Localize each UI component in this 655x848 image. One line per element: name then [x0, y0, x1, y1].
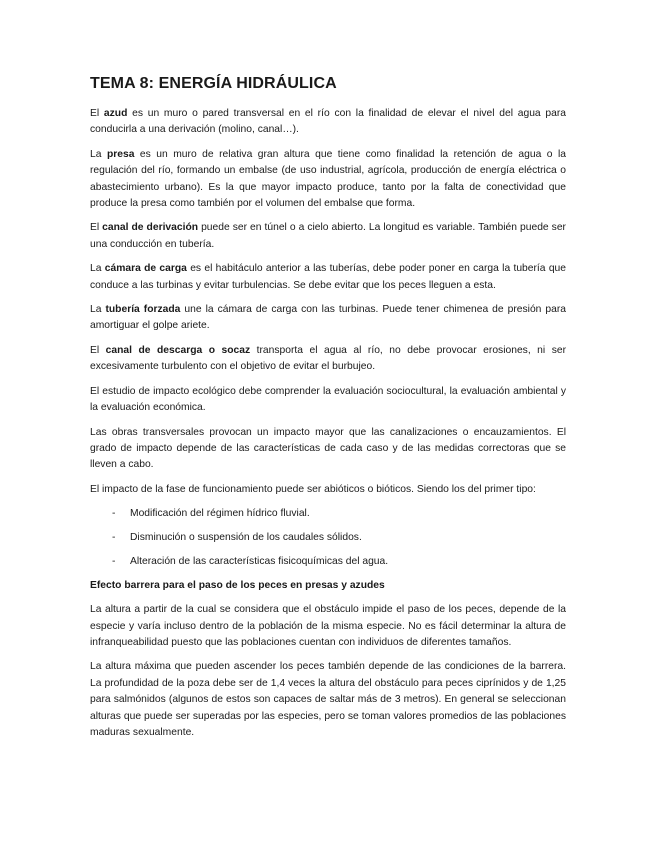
paragraph-socaz: [90, 343, 566, 376]
paragraph-fase-funcionamiento: El impacto de la fase de funcionamiento puede ser abióticos o bióticos. Siendo los del primer tipo:: [90, 483, 536, 495]
list-item-text: Modificación del régimen hídrico fluvial.: [130, 508, 310, 520]
socaz-text: transporta el agua al río, no debe provocar erosiones, ni ser excesivamente turbulento con el objetivo de evitar el burbujeo.: [90, 344, 566, 373]
paragraph-altura-paso: La altura a partir de la cual se considera que el obstáculo impide el paso de los peces, depende de la especie y varía incluso dentro de la población de la misma especie. No es fácil determinar la altura de infranqueabilidad puesto que las poblaciones cuentan con individuos de diferentes tamaños.: [90, 604, 566, 649]
term-socaz: canal de descarga o socaz: [105, 344, 251, 356]
camara-pre: La: [90, 263, 105, 275]
bullet-dash: -: [112, 555, 116, 567]
term-tuberia-forzada: tubería forzada: [105, 304, 181, 316]
list-item: [90, 530, 566, 546]
section-subheading: Efecto barrera para el paso de los peces en presas y azudes: [90, 579, 385, 591]
page-title: TEMA 8: ENERGÍA HIDRÁULICA: [90, 75, 337, 92]
paragraph-obras-transversales: Las obras transversales provocan un impacto mayor que las canalizaciones o encauzamientos. El grado de impacto depende de las características de cada caso y de las medidas correctoras que se lleven a cabo.: [90, 426, 566, 471]
presa-text: es un muro de relativa gran altura que tiene como finalidad la retención de agua o la regulación del río, formando un embalse (de uso industrial, agrícola, producción de energía eléctrica o abastecimiento urbano). Es la que mayor impacto produce, tanto por la falta de conectividad que produce la presa como también por el volumen del embalse que forma.: [90, 148, 567, 210]
term-presa: presa: [106, 148, 135, 160]
canal-text: puede ser en túnel o a cielo abierto. La longitud es variable. También puede ser una conducción en tubería.: [90, 222, 566, 250]
tuberia-text: une la cámara de carga con las turbinas. Puede tener chimenea de presión para amortiguar el golpe ariete.: [90, 304, 566, 332]
paragraph-canal-derivacion: [90, 220, 566, 253]
document-page: [90, 74, 566, 750]
tuberia-pre: La: [90, 304, 106, 316]
paragraph-presa: [90, 147, 566, 213]
canal-pre: El: [90, 222, 103, 234]
term-canal-derivacion: canal de derivación: [102, 222, 199, 234]
presa-pre: La: [90, 148, 107, 160]
paragraph-altura-maxima: La altura máxima que pueden ascender los peces también depende de las condiciones de la barrera. La profundidad de la poza debe ser de 1,4 veces la altura del obstáculo para peces ciprínidos y de 1,25 para salmónidos (algunos de estos son capaces de saltar más de 3 metros). En general se seleccionan alturas que puede ser superadas por las especies, pero se toman valores promedios de las poblaciones maduras sexualmente.: [90, 661, 566, 739]
term-azud: azud: [103, 108, 128, 119]
azud-text: es un muro o pared transversal en el río con la finalidad de elevar el nivel del agua para conducirla a una derivación (molino, canal…).: [90, 108, 566, 136]
term-camara-carga: cámara de carga: [104, 263, 187, 275]
paragraph-tuberia-forzada: [90, 302, 566, 335]
list-item-text: Disminución o suspensión de los caudales sólidos.: [130, 532, 362, 544]
camara-text: es el habitáculo anterior a las tuberías, debe poder poner en carga la tubería que conduce a las turbinas y evitar turbulencias. Se debe evitar que los peces lleguen a esta.: [90, 263, 566, 291]
impact-list: [90, 506, 566, 570]
paragraph-camara-carga: [90, 261, 566, 294]
list-item-text: Alteración de las características fisicoquímicas del agua.: [130, 555, 389, 567]
paragraph-estudio-impacto: El estudio de impacto ecológico debe comprender la evaluación sociocultural, la evaluación ambiental y la evaluación económica.: [90, 385, 566, 414]
paragraph-azud: [90, 106, 566, 139]
socaz-pre: El: [90, 344, 106, 356]
bullet-dash: -: [112, 508, 116, 520]
azud-pre: El: [90, 108, 104, 119]
bullet-dash: -: [112, 532, 116, 544]
list-item: [90, 506, 566, 522]
list-item: [90, 554, 566, 570]
